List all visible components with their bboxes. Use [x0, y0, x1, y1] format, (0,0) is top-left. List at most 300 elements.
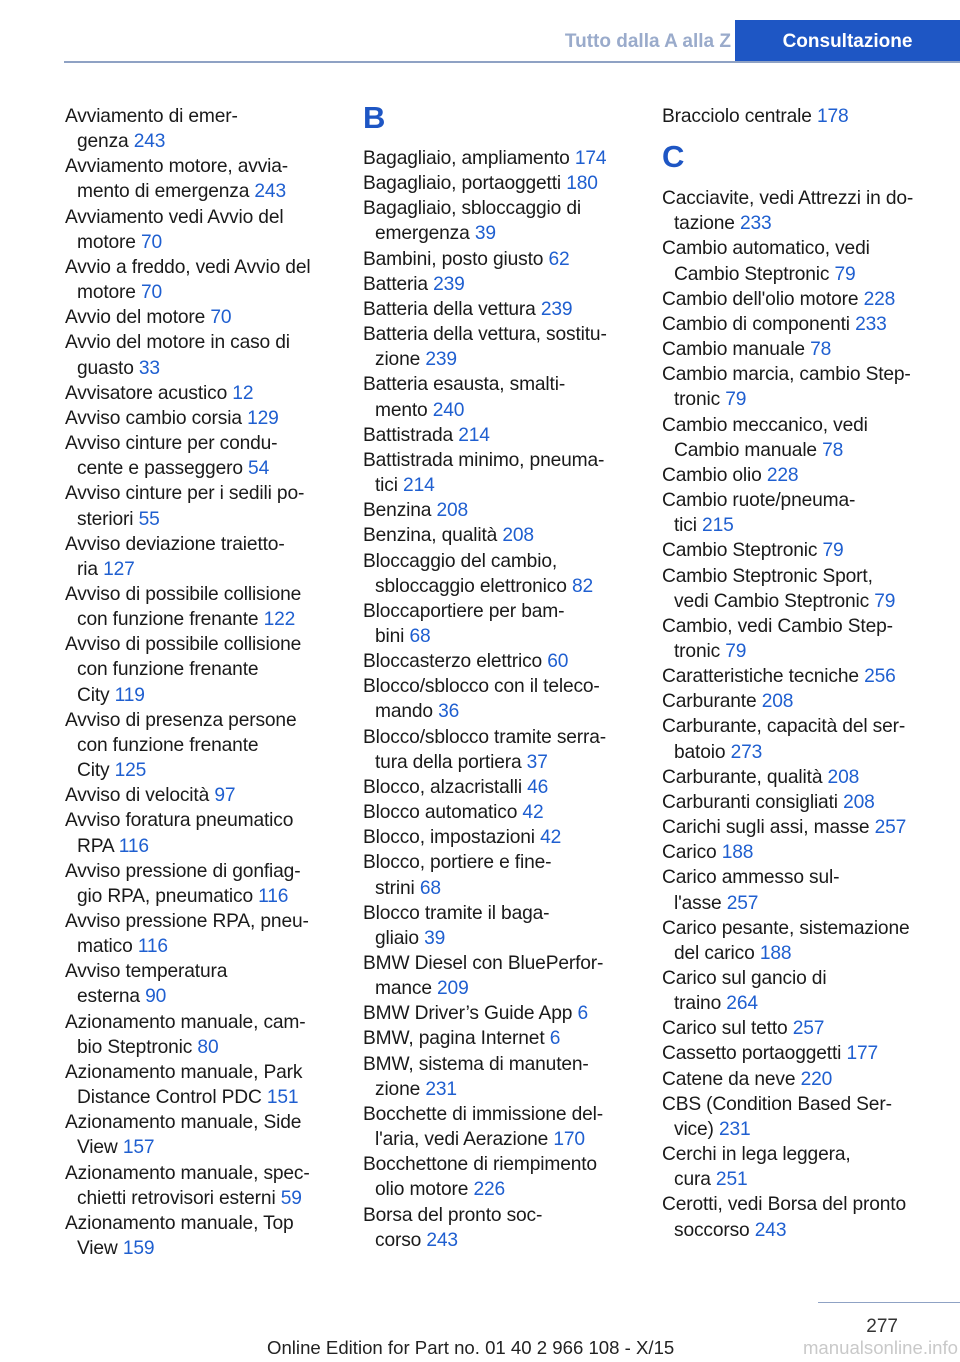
- page-reference-link[interactable]: 239: [425, 349, 457, 371]
- index-entry: [662, 564, 946, 614]
- index-entry: [662, 664, 946, 689]
- entry-text: Bloccasterzo elettrico: [363, 651, 543, 673]
- index-entry: [363, 146, 635, 171]
- page-reference-link[interactable]: 243: [254, 181, 286, 203]
- page-reference-link[interactable]: 251: [715, 1169, 748, 1191]
- page-reference-link[interactable]: 239: [433, 273, 465, 295]
- page-reference-link[interactable]: 37: [526, 751, 548, 773]
- page-reference-link[interactable]: 214: [458, 424, 490, 446]
- entry-text: Avviso pressione di gonfiag-: [65, 860, 301, 882]
- entry-text: Cambio ruote/pneuma-: [662, 490, 856, 512]
- entry-text: soccorso: [674, 1219, 750, 1241]
- entry-text: Cambio Steptronic: [674, 263, 830, 285]
- index-entry: [662, 689, 946, 714]
- index-entry: [662, 104, 946, 129]
- entry-text: Avvio del motore: [65, 307, 206, 329]
- entry-text: Carico ammesso sul-: [662, 867, 840, 889]
- page-reference-link[interactable]: 82: [571, 575, 593, 597]
- index-entry: [65, 1161, 335, 1211]
- entry-text: l'aria, vedi Aerazione: [375, 1129, 549, 1151]
- page-reference-link[interactable]: 159: [122, 1238, 155, 1260]
- page-reference-link[interactable]: 79: [725, 389, 747, 411]
- index-entry: [65, 783, 335, 808]
- index-entry: [65, 305, 335, 330]
- footer-edition-text: Online Edition for Part no. 01 40 2 966 108 - X/15: [267, 1337, 675, 1358]
- entry-text: Cambio Steptronic: [662, 540, 818, 562]
- page-reference-link[interactable]: 257: [726, 892, 759, 914]
- entry-text: cente e passeggero: [77, 458, 243, 480]
- page-reference-link[interactable]: 233: [855, 313, 887, 335]
- entry-text: Batteria della vettura: [363, 298, 536, 320]
- entry-text: Avviamento di emer-: [65, 106, 238, 127]
- entry-text: olio motore: [375, 1179, 469, 1201]
- index-entry: [662, 916, 946, 966]
- entry-text: motore: [77, 282, 136, 304]
- page-reference-link[interactable]: 214: [403, 475, 435, 497]
- entry-text: Bloccaportiere per bam-: [363, 600, 565, 622]
- page-reference-link[interactable]: 226: [473, 1179, 506, 1201]
- index-entry: [363, 297, 635, 322]
- index-entry: [363, 901, 635, 951]
- watermark-text: manualsonline.info: [802, 1337, 958, 1358]
- page-reference-link[interactable]: 70: [210, 307, 232, 329]
- index-entry: [363, 423, 635, 448]
- index-entry: [662, 1142, 946, 1192]
- index-entry: [363, 196, 635, 246]
- page-reference-link[interactable]: 188: [721, 842, 754, 864]
- index-entry: [65, 154, 335, 204]
- entry-text: Avviso deviazione traietto-: [65, 533, 285, 555]
- index-entry: [65, 859, 335, 909]
- entry-text: vice): [674, 1118, 714, 1140]
- page-reference-link[interactable]: 42: [540, 827, 562, 849]
- entry-text: vedi Cambio Steptronic: [674, 590, 870, 612]
- page-reference-link[interactable]: 36: [438, 701, 460, 723]
- entry-text: Bocchettone di riempimento: [363, 1154, 597, 1176]
- entry-text: tronic: [674, 389, 721, 411]
- entry-text: Bambini, posto giusto: [363, 248, 544, 270]
- entry-text: tura della portiera: [375, 751, 522, 773]
- index-column-3: [662, 104, 946, 1243]
- entry-text: ria: [77, 558, 98, 580]
- page-reference-link[interactable]: 257: [874, 817, 907, 839]
- page-reference-link[interactable]: 157: [122, 1137, 155, 1159]
- entry-text: Azionamento manuale, spec-: [65, 1162, 310, 1184]
- entry-text: Cambio manuale: [674, 439, 817, 461]
- index-entry: [363, 372, 635, 422]
- page-reference-link[interactable]: 231: [425, 1078, 457, 1100]
- index-entry: [363, 951, 635, 1001]
- entry-text: Bracciolo centrale: [662, 106, 812, 127]
- entry-text: Bagagliaio, ampliamento: [363, 148, 570, 169]
- entry-text: Cambio Steptronic Sport,: [662, 565, 873, 587]
- index-entry: [363, 1102, 635, 1152]
- page-reference-link[interactable]: 220: [800, 1068, 833, 1090]
- page-reference-link[interactable]: 228: [863, 288, 896, 310]
- page-reference-link[interactable]: 116: [137, 936, 168, 958]
- index-entry: [65, 808, 335, 858]
- entry-text: Bocchette di immissione del-: [363, 1103, 604, 1125]
- entry-text: Carico: [662, 842, 717, 864]
- entry-text: Avviamento vedi Avvio del: [65, 206, 284, 228]
- entry-text: Cerchi in lega leggera,: [662, 1144, 851, 1166]
- entry-text: motore: [77, 231, 136, 253]
- page-reference-link[interactable]: 116: [258, 885, 289, 907]
- index-entry: [65, 406, 335, 431]
- index-entry: [65, 481, 335, 531]
- page-reference-link[interactable]: 127: [103, 558, 135, 580]
- entry-text: Carico sul gancio di: [662, 968, 827, 989]
- entry-text: BMW Driver’s Guide App: [363, 1003, 573, 1025]
- index-entry: [363, 725, 635, 775]
- index-entry: [662, 236, 946, 286]
- page-reference-link[interactable]: 79: [725, 640, 747, 662]
- entry-text: traino: [674, 993, 722, 1015]
- entry-text: mando: [375, 701, 433, 723]
- index-entry: [363, 674, 635, 724]
- entry-text: Catene da neve: [662, 1068, 796, 1090]
- page-reference-link[interactable]: 122: [263, 609, 296, 631]
- index-entry: [363, 775, 635, 800]
- index-entry: [662, 186, 946, 236]
- entry-text: Cambio manuale: [662, 339, 805, 361]
- page-reference-link[interactable]: 70: [141, 231, 163, 253]
- page-reference-link[interactable]: 208: [761, 691, 794, 713]
- page-reference-link[interactable]: 125: [114, 760, 147, 782]
- page-reference-link[interactable]: 90: [145, 986, 167, 1008]
- entry-text: Cambio meccanico, vedi: [662, 414, 868, 436]
- index-entry: [363, 1203, 635, 1253]
- index-entry: [662, 362, 946, 412]
- page-reference-link[interactable]: 6: [577, 1003, 588, 1025]
- entry-text: tazione: [674, 213, 735, 235]
- index-entry: [662, 865, 946, 915]
- page-reference-link[interactable]: 46: [527, 776, 549, 798]
- entry-text: Carichi sugli assi, masse: [662, 817, 870, 839]
- entry-text: Avviso di velocità: [65, 785, 210, 807]
- entry-text: corso: [375, 1229, 422, 1251]
- index-entry: [662, 312, 946, 337]
- header-rule: [64, 61, 960, 63]
- entry-text: Azionamento manuale, Park: [65, 1061, 303, 1083]
- index-entry: [662, 714, 946, 764]
- entry-text: Avviso di presenza persone: [65, 709, 297, 731]
- index-column-2: [363, 100, 635, 1253]
- page-reference-link[interactable]: 170: [553, 1129, 585, 1151]
- index-entry: [363, 1001, 635, 1026]
- entry-text: Azionamento manuale, Top: [65, 1212, 294, 1234]
- entry-text: matico: [77, 936, 133, 958]
- entry-text: zione: [375, 1078, 421, 1100]
- page-reference-link[interactable]: 42: [522, 802, 544, 824]
- index-entry: [662, 1192, 946, 1242]
- page-reference-link[interactable]: 129: [247, 407, 279, 429]
- entry-text: Cacciavite, vedi Attrezzi in do-: [662, 188, 914, 210]
- entry-text: con funzione frenante: [77, 659, 259, 681]
- index-entry: [65, 532, 335, 582]
- page-reference-link[interactable]: 79: [874, 590, 896, 612]
- entry-text: Blocco tramite il baga-: [363, 902, 550, 924]
- entry-text: View: [77, 1238, 118, 1260]
- index-entry: [363, 448, 635, 498]
- entry-text: Cerotti, vedi Borsa del pronto: [662, 1194, 907, 1216]
- entry-text: View: [77, 1137, 118, 1159]
- page-reference-link[interactable]: 60: [547, 651, 569, 673]
- entry-text: genza: [77, 131, 129, 153]
- index-entry: [363, 498, 635, 523]
- entry-text: Carburanti consigliati: [662, 791, 838, 813]
- entry-text: sbloccaggio elettronico: [375, 575, 567, 597]
- index-entry: [65, 1010, 335, 1060]
- entry-text: Bagagliaio, sbloccaggio di: [363, 198, 581, 220]
- entry-text: Battistrada: [363, 424, 454, 446]
- page-reference-link[interactable]: 243: [133, 131, 166, 153]
- entry-text: Blocco automatico: [363, 802, 518, 824]
- page-reference-link[interactable]: 55: [138, 508, 160, 530]
- index-entry: [363, 322, 635, 372]
- entry-text: Avvio del motore in caso di: [65, 332, 290, 354]
- entry-text: Carico pesante, sistemazione: [662, 917, 910, 939]
- entry-text: Cambio dell'olio motore: [662, 288, 859, 310]
- page-reference-link[interactable]: 174: [574, 148, 607, 169]
- index-entry: [65, 909, 335, 959]
- index-column-1: [65, 104, 335, 1261]
- entry-text: Benzina, qualità: [363, 525, 498, 547]
- page-reference-link[interactable]: 78: [810, 339, 832, 361]
- page-reference-link[interactable]: 78: [822, 439, 844, 461]
- page-reference-link[interactable]: 239: [540, 298, 573, 320]
- index-entry: [662, 765, 946, 790]
- page-reference-link[interactable]: 59: [280, 1187, 302, 1209]
- index-entry: [662, 790, 946, 815]
- index-entry: [65, 1211, 335, 1261]
- index-entry: [65, 431, 335, 481]
- page-reference-link[interactable]: 33: [138, 357, 160, 379]
- index-entry: [363, 247, 635, 272]
- page-reference-link[interactable]: 62: [548, 248, 570, 270]
- page-reference-link[interactable]: 68: [409, 625, 431, 647]
- page-reference-link[interactable]: 208: [436, 500, 469, 522]
- entry-text: Avviso cinture per i sedili po-: [65, 483, 305, 505]
- entry-text: City: [77, 760, 110, 782]
- footer-rule: [818, 1302, 960, 1303]
- entry-text: Blocco/sblocco con il teleco-: [363, 676, 600, 698]
- index-entry: [363, 171, 635, 196]
- entry-text: esterna: [77, 986, 140, 1008]
- entry-text: gio RPA, pneumatico: [77, 885, 253, 907]
- entry-text: Carico sul tetto: [662, 1018, 788, 1040]
- entry-text: Caratteristiche tecniche: [662, 666, 859, 688]
- entry-text: mento di emergenza: [77, 181, 250, 203]
- index-entry: [65, 205, 335, 255]
- entry-text: Avviso di possibile collisione: [65, 583, 302, 605]
- index-entry: [65, 330, 335, 380]
- index-entry: [363, 599, 635, 649]
- page-reference-link[interactable]: 208: [827, 766, 860, 788]
- index-entry: [662, 413, 946, 463]
- page-reference-link[interactable]: 231: [718, 1118, 751, 1140]
- entry-text: strini: [375, 877, 415, 899]
- entry-text: Carburante, qualità: [662, 766, 823, 788]
- entry-text: CBS (Condition Based Ser-: [662, 1093, 892, 1115]
- entry-text: Blocco, portiere e fine-: [363, 852, 552, 874]
- page-reference-link[interactable]: 39: [474, 223, 496, 245]
- entry-text: Avviso cambio corsia: [65, 407, 242, 429]
- entry-text: Borsa del pronto soc-: [363, 1204, 543, 1226]
- page-reference-link[interactable]: 233: [740, 213, 772, 235]
- entry-text: tronic: [674, 640, 721, 662]
- entry-text: Distance Control PDC: [77, 1087, 262, 1109]
- entry-text: Carburante, capacità del ser-: [662, 716, 906, 738]
- entry-text: Blocco/sblocco tramite serra-: [363, 726, 607, 748]
- entry-text: bini: [375, 625, 405, 647]
- entry-text: Bagagliaio, portaoggetti: [363, 173, 562, 195]
- index-entry: [363, 1026, 635, 1051]
- index-entry: [662, 840, 946, 865]
- index-entry: [65, 255, 335, 305]
- page-reference-link[interactable]: 70: [141, 282, 163, 304]
- page-number: 277: [866, 1316, 898, 1337]
- page-reference-link[interactable]: 208: [502, 525, 534, 547]
- page-reference-link[interactable]: 257: [792, 1018, 825, 1040]
- entry-text: steriori: [77, 508, 134, 530]
- entry-text: Avviso cinture per condu-: [65, 433, 278, 455]
- index-entry: [363, 800, 635, 825]
- entry-text: bio Steptronic: [77, 1036, 193, 1058]
- entry-text: Cambio automatico, vedi: [662, 238, 870, 260]
- page-reference-link[interactable]: 68: [419, 877, 441, 899]
- entry-text: BMW, pagina Internet: [363, 1028, 545, 1050]
- entry-text: tici: [674, 515, 697, 537]
- entry-text: Benzina: [363, 500, 432, 522]
- page-reference-link[interactable]: 256: [864, 666, 896, 688]
- page-reference-link[interactable]: 180: [566, 173, 598, 195]
- entry-text: City: [77, 684, 110, 706]
- page-reference-link[interactable]: 273: [730, 741, 763, 763]
- index-entry: [363, 1052, 635, 1102]
- entry-text: emergenza: [375, 223, 470, 245]
- page-reference-link[interactable]: 80: [197, 1036, 219, 1058]
- page-reference-link[interactable]: 264: [726, 993, 758, 1015]
- page-reference-link[interactable]: 215: [702, 515, 734, 537]
- entry-text: mento: [375, 399, 428, 421]
- page-reference-link[interactable]: 208: [843, 791, 875, 813]
- entry-text: RPA: [77, 835, 114, 857]
- page-reference-link[interactable]: 151: [266, 1087, 299, 1109]
- entry-text: Blocco, impostazioni: [363, 827, 535, 849]
- index-entry: [662, 966, 946, 1016]
- index-entry: [662, 538, 946, 563]
- entry-text: del carico: [674, 942, 755, 964]
- entry-text: Cambio, vedi Cambio Step-: [662, 615, 893, 637]
- entry-text: BMW Diesel con BluePerfor-: [363, 953, 604, 974]
- page-reference-link[interactable]: 6: [549, 1028, 561, 1050]
- index-entry: [65, 1060, 335, 1110]
- entry-text: Azionamento manuale, cam-: [65, 1011, 306, 1033]
- index-entry: [662, 488, 946, 538]
- entry-text: mance: [375, 978, 432, 1000]
- entry-text: Batteria della vettura, sostitu-: [363, 324, 607, 346]
- index-entry: [363, 1152, 635, 1202]
- entry-text: Batteria esausta, smalti-: [363, 374, 566, 396]
- entry-text: Avvisatore acustico: [65, 382, 228, 404]
- page-reference-link[interactable]: 79: [822, 540, 844, 562]
- index-entry: [65, 632, 335, 707]
- page-reference-link[interactable]: 116: [118, 835, 149, 857]
- entry-text: tici: [375, 475, 398, 497]
- section-letter-b: B: [363, 100, 386, 135]
- page-reference-link[interactable]: 39: [424, 927, 446, 949]
- entry-text: Avviso temperatura: [65, 961, 228, 983]
- header-section-title: Tutto dalla A alla Z: [564, 31, 731, 52]
- entry-text: Azionamento manuale, Side: [65, 1112, 302, 1134]
- page-reference-link[interactable]: 54: [248, 458, 270, 480]
- index-entry: [65, 381, 335, 406]
- entry-text: chietti retrovisori esterni: [77, 1187, 276, 1209]
- page-reference-link[interactable]: 79: [834, 263, 856, 285]
- index-entry: [363, 272, 635, 297]
- index-entry: [662, 337, 946, 362]
- entry-text: batoio: [674, 741, 726, 763]
- entry-text: Avviso di possibile collisione: [65, 634, 302, 656]
- index-entry: [662, 614, 946, 664]
- entry-text: Avviso pressione RPA, pneu-: [65, 911, 309, 932]
- page-reference-link[interactable]: 119: [114, 684, 145, 706]
- entry-text: guasto: [77, 357, 134, 379]
- index-entry: [65, 582, 335, 632]
- index-entry: [65, 104, 335, 154]
- index-entry: [662, 815, 946, 840]
- entry-text: Avvio a freddo, vedi Avvio del: [65, 256, 311, 278]
- page-reference-link[interactable]: 188: [759, 942, 792, 964]
- index-entry: [662, 1041, 946, 1066]
- entry-text: Cassetto portaoggetti: [662, 1043, 842, 1065]
- page-reference-link[interactable]: 209: [437, 978, 469, 1000]
- entry-text: Cambio di componenti: [662, 313, 850, 335]
- entry-text: Cambio olio: [662, 464, 762, 486]
- entry-text: Blocco, alzacristalli: [363, 776, 522, 798]
- entry-text: zione: [375, 349, 421, 371]
- entry-text: Avviso foratura pneumatico: [65, 810, 294, 832]
- entry-text: Battistrada minimo, pneuma-: [363, 449, 605, 471]
- page-reference-link[interactable]: 12: [232, 382, 254, 404]
- index-entry: [363, 825, 635, 850]
- page-reference-link[interactable]: 177: [846, 1043, 879, 1065]
- index-entry: [363, 850, 635, 900]
- index-entry: [363, 549, 635, 599]
- index-entry: [363, 523, 635, 548]
- page-reference-link[interactable]: 243: [426, 1229, 458, 1251]
- index-entry: [65, 708, 335, 783]
- page-reference-link[interactable]: 178: [817, 106, 849, 127]
- section-letter-c: C: [662, 139, 685, 175]
- header-chapter-tab: Consultazione: [735, 20, 960, 63]
- page-reference-link[interactable]: 97: [214, 785, 236, 807]
- entry-text: con funzione frenante: [77, 609, 259, 631]
- page-reference-link[interactable]: 228: [766, 464, 799, 486]
- entry-text: Carburante: [662, 691, 757, 713]
- index-entry: [662, 1092, 946, 1142]
- page-reference-link[interactable]: 240: [432, 399, 465, 421]
- entry-text: Avviamento motore, avvia-: [65, 156, 289, 178]
- entry-text: Bloccaggio del cambio,: [363, 550, 558, 572]
- entry-text: l'asse: [674, 892, 722, 914]
- index-entry: [662, 1016, 946, 1041]
- entry-text: gliaio: [375, 927, 419, 949]
- index-entry: [662, 463, 946, 488]
- page-reference-link[interactable]: 243: [754, 1219, 787, 1241]
- index-entry: [662, 287, 946, 312]
